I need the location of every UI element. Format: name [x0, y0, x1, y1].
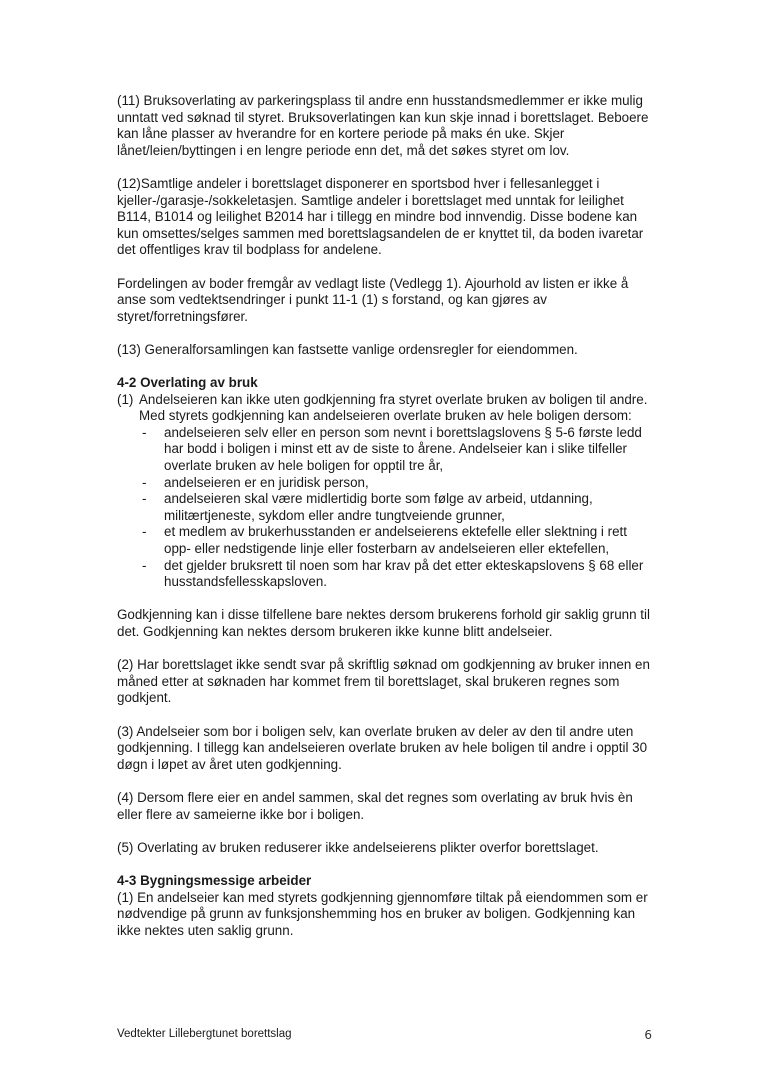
list-item: - andelseieren er en juridisk person, [139, 475, 657, 492]
paragraph-11-line1: (11) Bruksoverlating av parkeringsplass til andre enn husstandsmedlemmer er ikke mulig [117, 93, 643, 108]
dash-marker: - [142, 424, 147, 440]
footer-title: Vedtekter Lillebergtunet borettslag [117, 1028, 292, 1040]
paragraph-12: (12)Samtlige andeler i borettslaget disponerer en sportsbod hver i fellesanlegget i kjeller-/garasje-/sokkeletasjen. Samtlige andeler i borettslaget med unntak for leilighet B114, B1014 og leilighet B2014 har i tillegg en mindre bod innvendig. Disse bodene kan kun omsettes/selges sammen med borettslagsandelen de er knyttet til, da boden ivaretar det offentliges krav til bodplass for andelene. [117, 175, 644, 258]
page-footer [117, 1028, 652, 1042]
paragraph-4-2-3: (3) Andelseier som bor i boligen selv, kan overlate bruken av deler av den til andre uten godkjenning. I tillegg kan andelseieren overlate bruken av hele boligen til andre i opptil 30 døgn i løpet av året uten godkjenning. [117, 723, 648, 772]
dash-marker: - [142, 491, 147, 507]
paragraph-4-2-2: (2) Har borettslaget ikke sendt svar på skriftlig søknad om godkjenning av bruker innen en måned etter at søknaden har kommet frem til borettslaget, skal brukeren regnes som godkjent. [117, 657, 650, 706]
paragraph-4-2-4: (4) Dersom flere eier en andel sammen, skal det regnes som overlating av bruk hvis èn eller flere av sameierne ikke bor i boligen. [117, 789, 633, 822]
heading-4-2: 4-2 Overlating av bruk [117, 375, 258, 391]
paragraph-godkjenning: Godkjenning kan i disse tilfellene bare nektes dersom brukerens forhold gir saklig grunn til det. Godkjenning kan nektes dersom brukeren ikke kunne blitt andelseier. [117, 607, 650, 639]
paragraph-4-2-5: (5) Overlating av bruken reduserer ikke andelseierens plikter overfor borettslaget. [117, 839, 599, 855]
paragraph-fordeling: Fordelingen av boder fremgår av vedlagt liste (Vedlegg 1). Ajourhold av listen er ikke å anse som vedtektsendringer i punkt 11-1 (1) s forstand, og kan gjøres av styret/forretningsfører. [117, 275, 629, 324]
paragraph-11-cont: unntatt ved søknad til styret. Bruksoverlatingen kan kun skje innad i borettslaget. Beboere kan låne plasser av hverandre for en kortere periode på maks én uke. Skjer lånet/leien/byttingen i en lengre periode enn det, må det søkes styret om lov. [117, 109, 649, 158]
list-item: - det gjelder bruksrett til noen som har krav på det etter ekteskapslovens § 68 eller husstandsfellesskapsloven. [139, 558, 657, 591]
item-1-text: Andelseieren kan ikke uten godkjenning fra styret overlate bruken av boligen til andre. Med styrets godkjenning kan andelseieren overlate bruken av hele boligen dersom: [139, 391, 648, 424]
document-page [117, 93, 657, 939]
dash-marker: - [142, 524, 147, 540]
heading-4-3: 4-3 Bygningsmessige arbeider [117, 872, 312, 888]
dash-marker: - [142, 474, 147, 490]
paragraph-13: (13) Generalforsamlingen kan fastsette vanlige ordensregler for eiendommen. [117, 341, 578, 357]
list-item: - andelseieren skal være midlertidig borte som følge av arbeid, utdanning, militærtjeneste, sykdom eller andre tungtveiende grunner, [139, 491, 657, 524]
list-item: - andelseieren selv eller en person som nevnt i borettslagslovens § 5-6 første ledd har bodd i boligen i minst ett av de siste to årene. Andelseier kan i slike tilfeller overlate bruken av hele boligen for opptil tre år, [139, 425, 657, 475]
section-4-2-item-1 [117, 392, 657, 591]
item-number: (1) [117, 391, 134, 407]
paragraph-4-3-1: (1) En andelseier kan med styrets godkjenning gjennomføre tiltak på eiendommen som er nødvendige på grunn av funksjonshemming hos en bruker av boligen. Godkjenning kan ikke nektes uten saklig grunn. [117, 889, 648, 938]
page-number: 6 [644, 1028, 652, 1042]
condition-list [139, 425, 657, 591]
list-item: - et medlem av brukerhusstanden er andelseierens ektefelle eller slektning i rett opp- eller nedstigende linje eller fosterbarn av andelseieren eller ektefellen, [139, 524, 657, 557]
dash-marker: - [142, 557, 147, 573]
